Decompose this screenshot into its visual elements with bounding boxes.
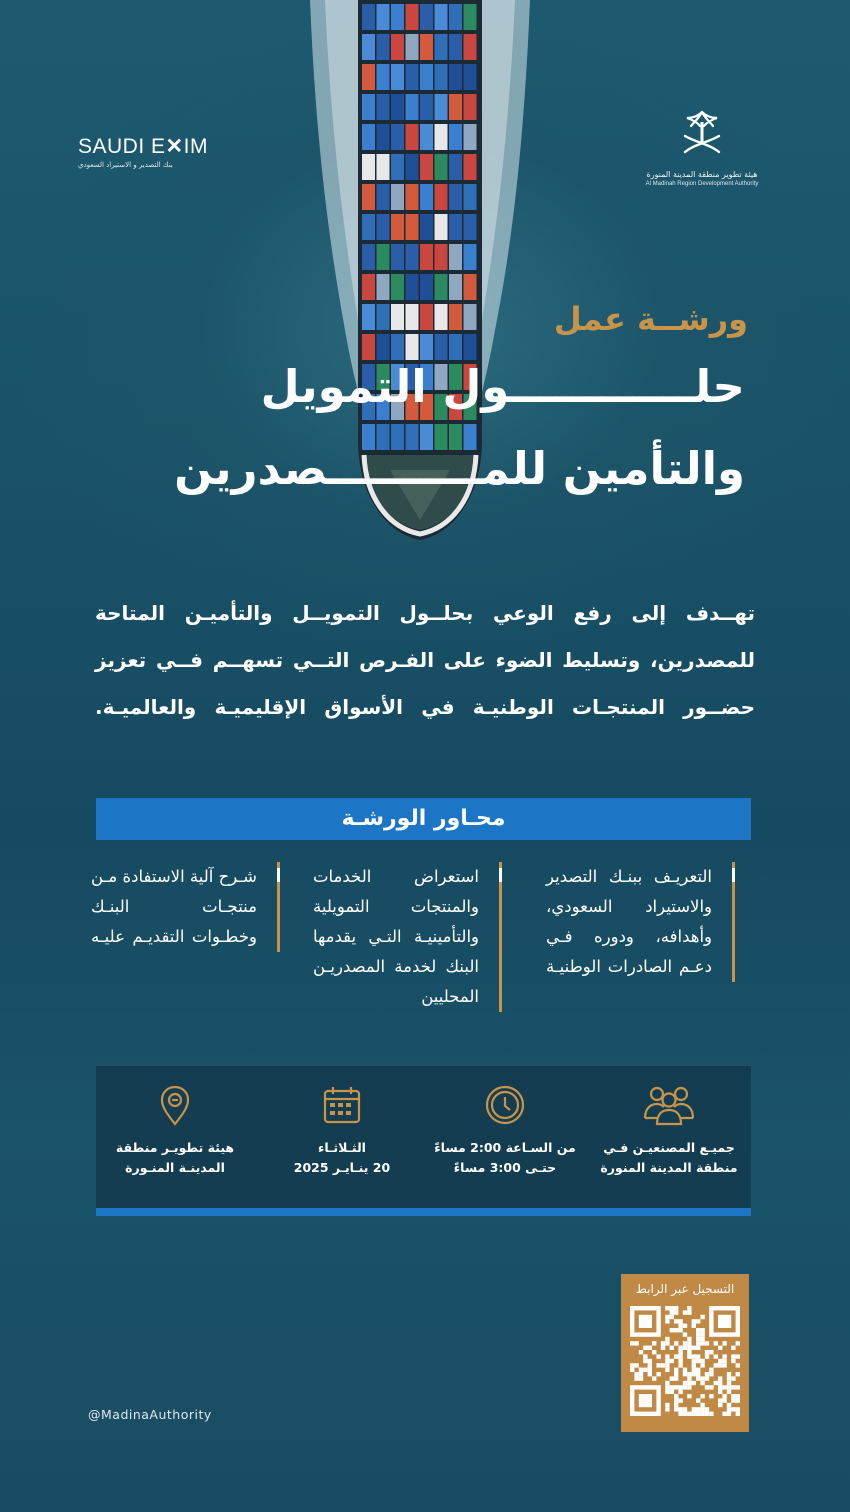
info-location-line1: هيئة تطويـر منطقة — [115, 1140, 235, 1155]
axis-item-2-text: استعراض الخدمات والمنتجات التمويلية والتأمينيـة التـي يقدمها البنك لخدمة المصدريـن المحليين — [313, 867, 479, 1006]
info-date-text — [267, 1138, 417, 1178]
clock-icon — [484, 1084, 526, 1126]
axes-title-bar — [96, 798, 751, 840]
axis-item-3 — [91, 862, 280, 952]
axis-item-1-text: التعريـف ببنـك التصدير والاستيراد السعودي، وأهدافه، ودوره فـي دعـم الصادرات الوطنيـة — [546, 867, 712, 976]
info-time — [430, 1084, 580, 1178]
madina-authority-name-ar: هيئة تطوير منطقة المدينة المنورة — [646, 170, 758, 179]
saudi-exim-tagline: بنك التصدير و الاستيراد السعودي — [78, 161, 173, 169]
workshop-label: ورشــة عمل — [553, 300, 748, 338]
info-time-text — [430, 1138, 580, 1178]
info-date-line1: الثـلاثـاء — [318, 1140, 366, 1155]
axis-item-1 — [546, 862, 735, 982]
saudi-exim-logo — [78, 134, 218, 169]
madina-authority-name-en: Al Madinah Region Development Authority — [645, 181, 759, 187]
info-location — [100, 1084, 250, 1178]
madina-authority-logo — [642, 108, 762, 187]
calendar-icon — [321, 1084, 363, 1126]
qr-code-icon[interactable] — [630, 1306, 740, 1416]
info-audience — [594, 1084, 744, 1178]
info-location-text — [100, 1138, 250, 1178]
people-icon — [637, 1084, 701, 1126]
info-date — [267, 1084, 417, 1178]
palm-swords-emblem-icon — [679, 108, 725, 160]
info-date-line2: 20 ينـايـر 2025 — [293, 1160, 391, 1175]
info-time-line1: من السـاعة 2:00 مساءً — [434, 1140, 576, 1155]
register-qr-box[interactable] — [621, 1274, 749, 1432]
saudi-exim-wordmark: SAUDI E✕IM — [78, 135, 208, 158]
title-line-2: والتأمين للمــــــــــصدرين — [174, 442, 745, 495]
location-pin-icon — [154, 1084, 196, 1126]
info-audience-line1: جميـع المصنعيـن فـي — [603, 1140, 735, 1155]
event-info-underline — [96, 1208, 751, 1216]
workshop-description: تهــدف إلى رفع الوعي بحلــول التمويــل والتأميـن المتاحة للمصدرين، وتسليط الضوء على الفـرص التــي تسهــم فــي تعزيز حضــور المنتجـات الوطنيـة في الأسواق الإقليميـة والعالميـة. — [95, 601, 755, 719]
axis-item-2 — [313, 862, 502, 1012]
info-audience-text — [594, 1138, 744, 1178]
axis-item-3-text: شـرح آلية الاستفادة مـن منتجـات البنـك وخطـوات التقديـم عليـه — [91, 867, 257, 946]
register-label: التسجيل عبر الرابط — [635, 1282, 735, 1296]
social-handle[interactable]: @MadinaAuthority — [88, 1407, 212, 1422]
info-audience-line2: منطقة المدينة المنورة — [600, 1160, 738, 1175]
axes-title: محـاور الورشـة — [341, 806, 506, 831]
title-line-1: حلــــــــــــول التمويل — [260, 360, 745, 413]
info-time-line2: حتـى 3:00 مساءً — [453, 1160, 557, 1175]
info-location-line2: المدينـة المنـورة — [125, 1160, 225, 1175]
